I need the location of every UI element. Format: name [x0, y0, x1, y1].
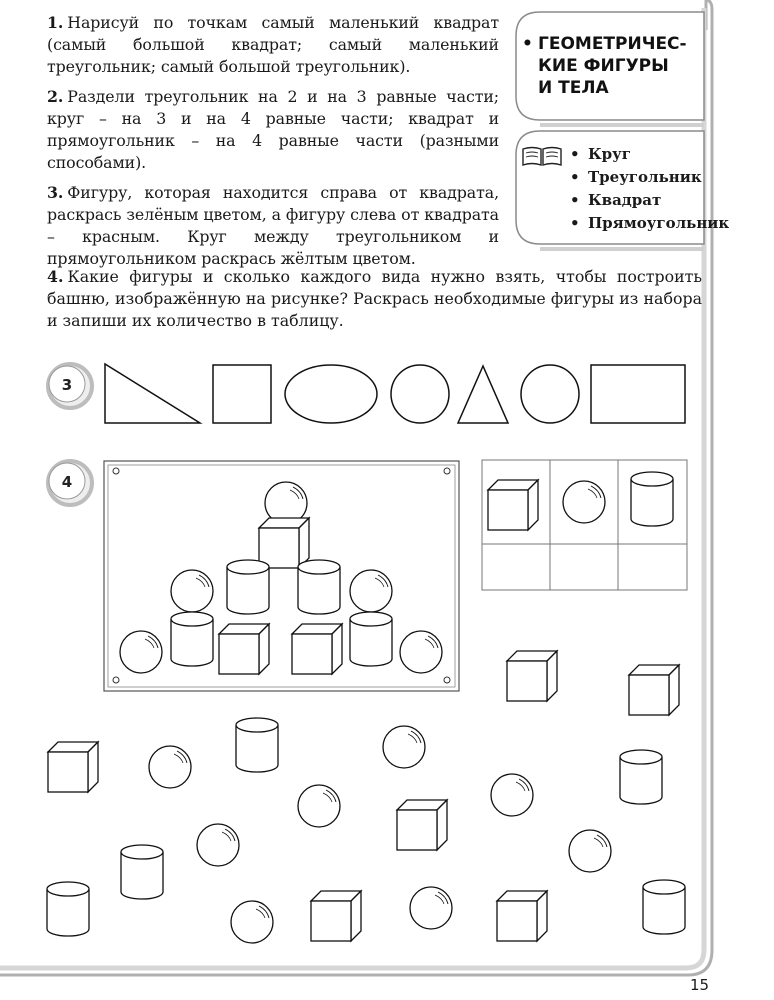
topic-line: ГЕОМЕТРИЧЕС-: [538, 34, 687, 54]
set-cylinder: [236, 718, 278, 772]
task-2: [47, 86, 499, 174]
topic-title: [522, 33, 708, 99]
task-3: [47, 182, 499, 270]
set-cube: [311, 891, 361, 941]
table-sphere-icon: [563, 481, 605, 523]
keyword-item: • Квадрат: [570, 189, 729, 212]
shape-set[interactable]: [47, 651, 685, 943]
set-cylinder: [620, 750, 662, 804]
book-icon: [521, 146, 563, 168]
keyword-item: • Круг: [570, 143, 729, 166]
figure-label-text: 4: [61, 473, 73, 491]
topic-line: КИЕ ФИГУРЫ: [538, 56, 669, 76]
set-sphere: [197, 824, 239, 866]
set-sphere: [491, 774, 533, 816]
task-number: 2.: [47, 87, 64, 106]
triangle-shape: [458, 366, 508, 423]
set-sphere: [569, 830, 611, 872]
set-cube: [629, 665, 679, 715]
task-number: 1.: [47, 13, 64, 32]
set-cylinder: [47, 882, 89, 936]
figure-label-text: 3: [61, 376, 73, 394]
keywords-list: [570, 143, 729, 235]
tasks-block: [47, 12, 499, 278]
figure-label-3: [48, 364, 92, 408]
table-cube-icon: [488, 480, 538, 530]
task-text: Раздели треугольник на 2 и на 3 равные части; круг – на 3 и на 4 равные части; квадрат и прямоугольник – на 4 равные части (разными способами).: [47, 87, 499, 172]
set-sphere: [231, 901, 273, 943]
task-text: Какие фигуры и сколько каждого вида нужно взять, чтобы построить башню, изображённую на рисунке? Раскрась необходимые фигуры из набора и запиши их количество в таблицу.: [47, 267, 702, 330]
set-sphere: [298, 785, 340, 827]
circle-shape: [521, 365, 579, 423]
figure-label-4: [48, 461, 92, 505]
set-sphere: [383, 726, 425, 768]
table-cylinder-icon: [631, 472, 673, 526]
task3-figure: [0, 350, 774, 440]
square-shape: [213, 365, 271, 423]
topic-bullet: •: [522, 34, 533, 54]
set-cylinder: [121, 845, 163, 899]
task4-figure: [0, 450, 774, 960]
set-cube: [507, 651, 557, 701]
topic-line: И ТЕЛА: [538, 78, 609, 98]
ellipse-shape: [285, 365, 377, 423]
answer-cells[interactable]: [483, 545, 686, 589]
answer-cell-cylinders[interactable]: [619, 545, 686, 589]
set-sphere: [149, 746, 191, 788]
tower-picture: [104, 461, 459, 691]
task-number: 4.: [47, 267, 64, 286]
set-cube: [497, 891, 547, 941]
rectangle-shape: [591, 365, 685, 423]
task-text: Нарисуй по точкам самый маленький квадрат (самый большой квадрат; самый маленький треугольник; самый большой треугольник).: [47, 13, 499, 76]
answer-cell-spheres[interactable]: [551, 545, 617, 589]
task-4: [47, 266, 702, 332]
keyword-item: • Прямоугольник: [570, 212, 729, 235]
circle-shape: [391, 365, 449, 423]
set-sphere: [410, 887, 452, 929]
right-triangle-shape: [105, 364, 200, 423]
page-number: 15: [690, 976, 710, 994]
set-cylinder: [643, 880, 685, 934]
answer-cell-cubes[interactable]: [483, 545, 549, 589]
task-1: [47, 12, 499, 78]
task-text: Фигуру, которая находится справа от квадрата, раскрась зелёным цветом, а фигуру слева от квадрата – красным. Круг между треугольником и прямоугольником раскрась жёлтым цветом.: [47, 183, 499, 268]
task-number: 3.: [47, 183, 64, 202]
set-cube: [397, 800, 447, 850]
keyword-item: • Треугольник: [570, 166, 729, 189]
set-cube: [48, 742, 98, 792]
